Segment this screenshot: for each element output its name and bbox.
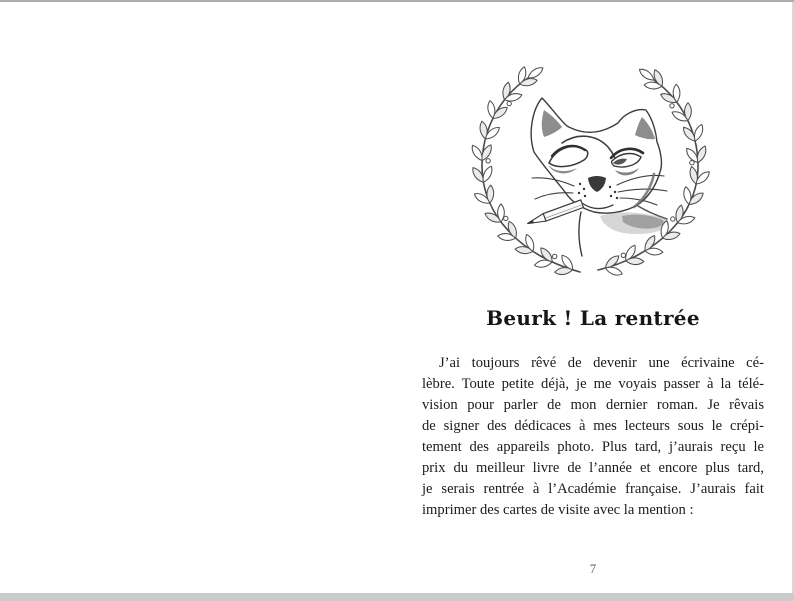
pencil-in-mouth <box>526 200 583 227</box>
page-number: 7 <box>589 562 597 576</box>
left-page-blank <box>0 2 397 593</box>
right-page <box>397 2 794 593</box>
paragraph-line: imprimer des cartes de visite avec la mention : <box>422 502 694 518</box>
paragraph-line: prix du meilleur livre de l’année et encore plus tard, <box>422 460 764 476</box>
paragraph-line: je serais rentrée à l’Académie française. J’aurais fait <box>422 481 764 497</box>
neck-line <box>579 212 582 256</box>
paragraph-line: J’ai toujours rêvé de devenir une écrivaine cé- <box>439 355 764 371</box>
window-bottom-bar <box>0 593 794 601</box>
cat-head-drawing <box>531 98 669 256</box>
paragraph-line: de signer des dédicaces à mes lecteurs sous le crépi- <box>422 418 764 434</box>
cat-writer-laurel-illustration <box>470 66 710 291</box>
paragraph-line: tement des appareils photo. Plus tard, j’aurais reçu le <box>422 439 764 455</box>
paragraph-line: vision pour parler de mon dernier roman. Je rêvais <box>422 397 764 413</box>
chapter-paragraph <box>422 353 764 521</box>
paragraph-line: lèbre. Toute petite déjà, je me voyais passer à la télé- <box>422 376 764 392</box>
chapter-title: Beurk ! La rentrée <box>486 306 700 330</box>
